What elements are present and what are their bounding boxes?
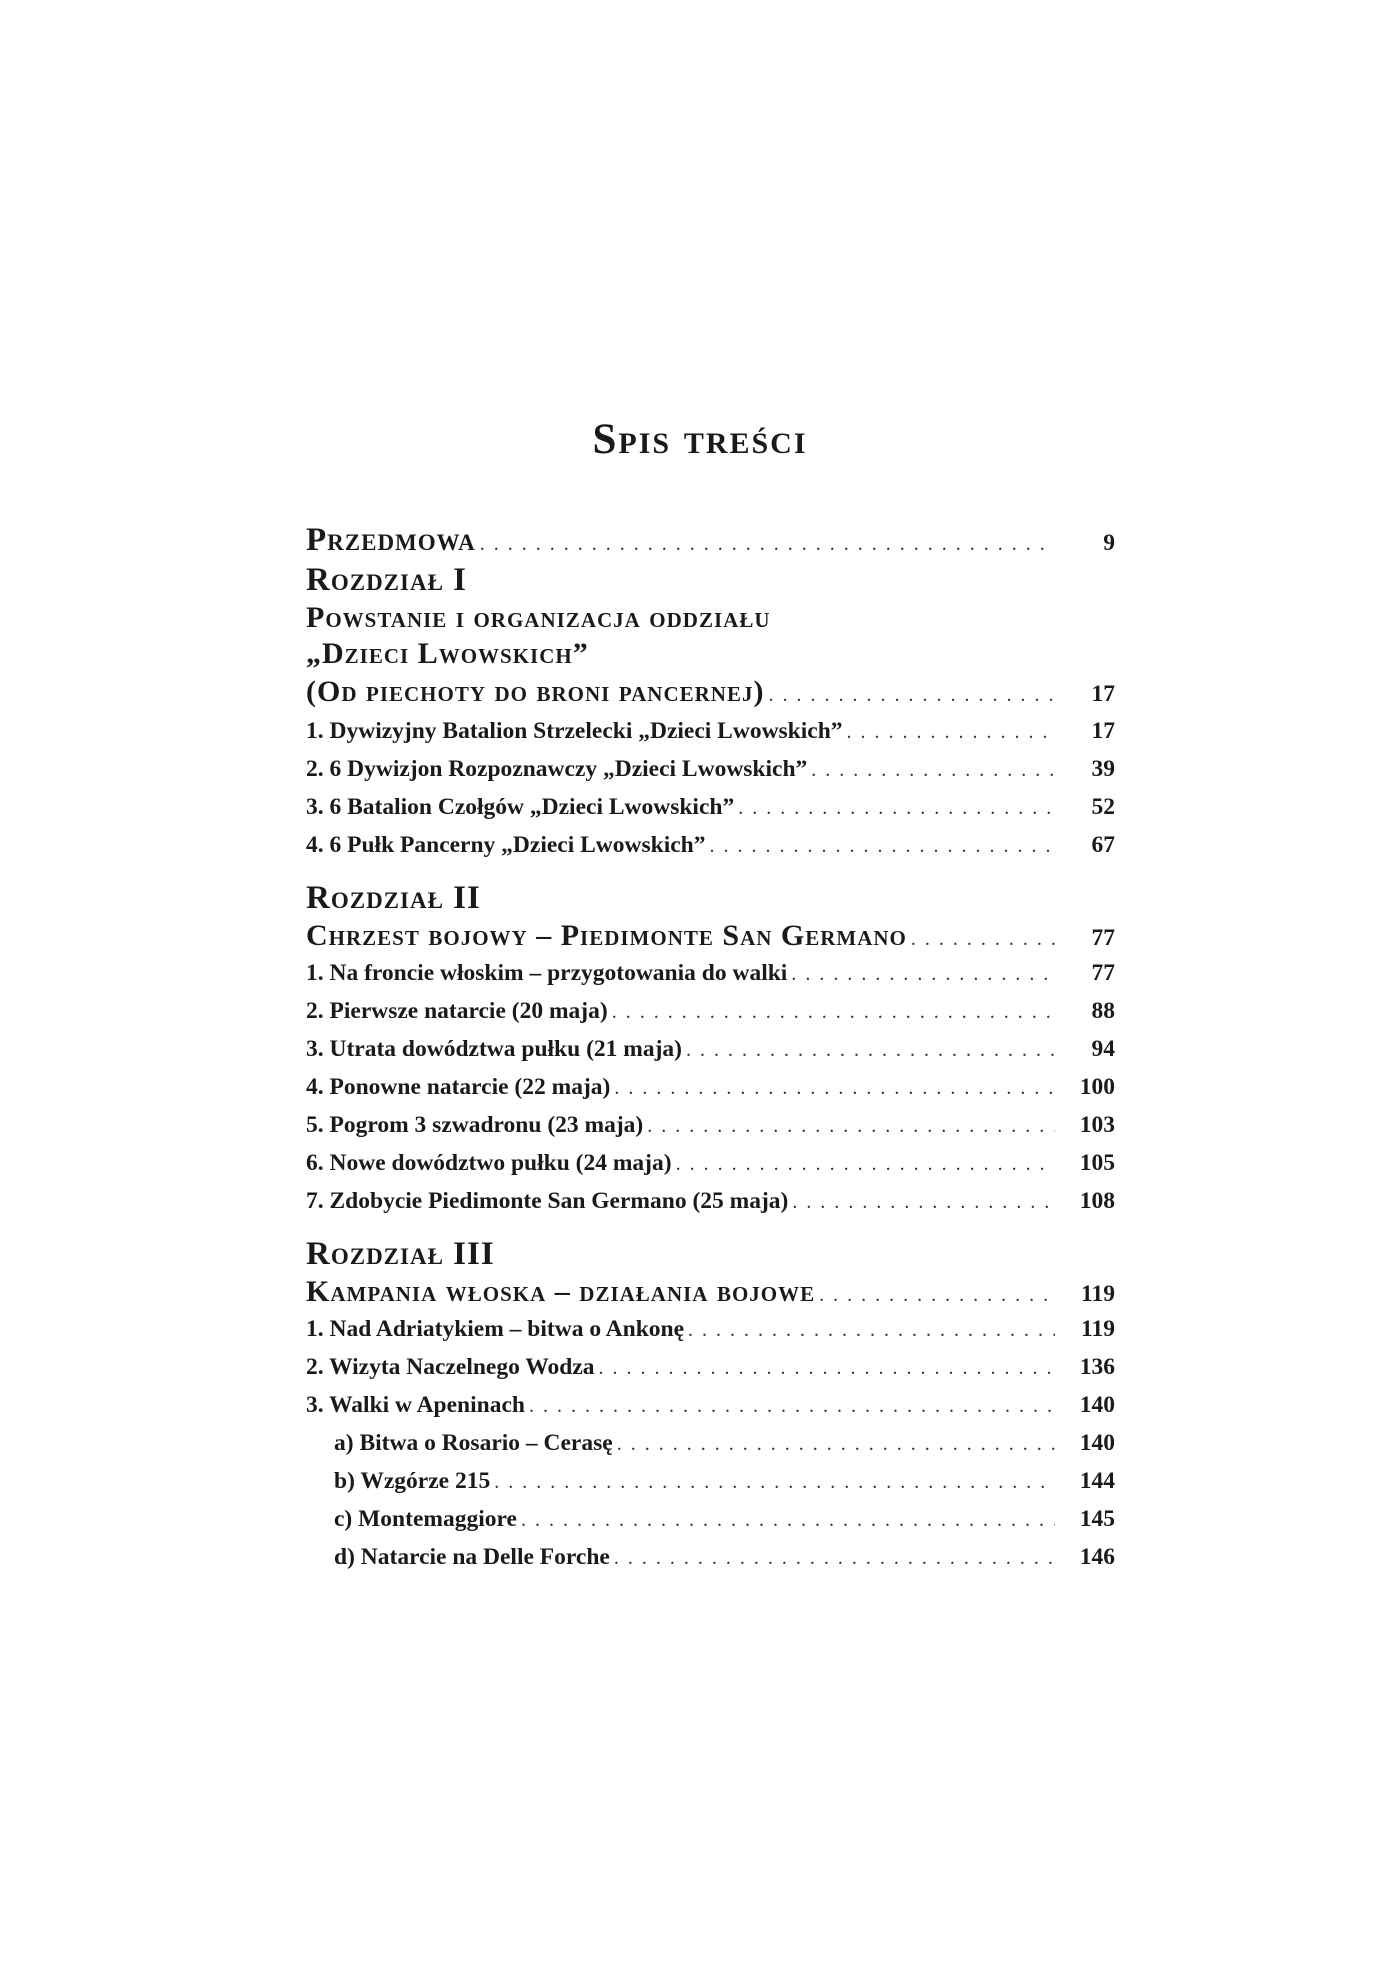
toc-page-number: 108 xyxy=(1079,1188,1115,1214)
dot-leader xyxy=(476,524,1055,564)
chapter-title: Chrzest bojowy – Piedimonte San Germano xyxy=(306,919,907,952)
chapter-number: Rozdział I xyxy=(306,562,468,598)
dot-leader xyxy=(907,921,1055,957)
toc-subentry[interactable] xyxy=(306,1538,1115,1576)
dot-leader xyxy=(608,993,1055,1031)
toc-entry-label: b) Wzgórze 215 xyxy=(334,1468,491,1494)
chapter-title: „Dzieci Lwowskich” xyxy=(306,637,589,670)
toc-subentry[interactable] xyxy=(306,1500,1115,1538)
chapter-title-line xyxy=(306,636,1115,672)
toc-entry-label: Przedmowa xyxy=(306,522,476,558)
chapter-number: Rozdział III xyxy=(306,1236,495,1272)
dot-leader xyxy=(807,751,1055,789)
toc-entry-label: 4. Ponowne natarcie (22 maja) xyxy=(306,1074,611,1100)
toc-entry-label: 7. Zdobycie Piedimonte San Germano (25 maja) xyxy=(306,1188,789,1214)
toc-entry-chapter-1[interactable] xyxy=(306,672,1115,712)
toc-page-number: 94 xyxy=(1091,1036,1115,1062)
chapter-heading-2 xyxy=(306,878,1115,918)
page-title: Spis treści xyxy=(592,416,808,463)
chapter-number: Rozdział II xyxy=(306,880,481,916)
table-of-contents xyxy=(306,520,1115,1576)
dot-leader xyxy=(490,1463,1055,1501)
toc-entry-label: 6. Nowe dowództwo pułku (24 maja) xyxy=(306,1150,672,1176)
dot-leader xyxy=(682,1031,1055,1069)
dot-leader xyxy=(787,955,1055,993)
chapter-title: (Od piechoty do broni pancernej) xyxy=(306,675,765,708)
toc-page-number: 39 xyxy=(1091,756,1115,782)
toc-page-number: 136 xyxy=(1079,1354,1115,1380)
toc-entry-label: 1. Nad Adriatykiem – bitwa o Ankonę xyxy=(306,1316,685,1342)
toc-entry-label: 1. Dywizyjny Batalion Strzelecki „Dzieci Lwowskich” xyxy=(306,718,843,744)
toc-entry[interactable] xyxy=(306,826,1115,864)
dot-leader xyxy=(610,1069,1055,1107)
toc-page-number: 77 xyxy=(1091,960,1115,986)
dot-leader xyxy=(610,1539,1055,1577)
dot-leader xyxy=(815,1277,1055,1313)
toc-page-number: 100 xyxy=(1079,1074,1115,1100)
chapter-title: Kampania włoska – działania bojowe xyxy=(306,1275,816,1308)
toc-entry[interactable] xyxy=(306,1030,1115,1068)
toc-entry-label: 3. Walki w Apeninach xyxy=(306,1392,525,1418)
toc-page-number: 103 xyxy=(1079,1112,1115,1138)
toc-entry-chapter-2[interactable] xyxy=(306,918,1115,954)
dot-leader xyxy=(706,827,1056,865)
toc-entry[interactable] xyxy=(306,1348,1115,1386)
dot-leader xyxy=(843,713,1055,751)
toc-page-number: 145 xyxy=(1079,1506,1115,1532)
chapter-heading-3 xyxy=(306,1234,1115,1274)
toc-entry[interactable] xyxy=(306,1144,1115,1182)
toc-subentry[interactable] xyxy=(306,1424,1115,1462)
toc-page-number: 119 xyxy=(1081,1316,1115,1342)
toc-entry[interactable] xyxy=(306,1386,1115,1424)
toc-entry-label: 5. Pogrom 3 szwadronu (23 maja) xyxy=(306,1112,644,1138)
toc-page-number: 140 xyxy=(1079,1392,1115,1418)
toc-entry[interactable] xyxy=(306,1068,1115,1106)
toc-entry-label: a) Bitwa o Rosario – Cerasę xyxy=(334,1430,613,1456)
chapter-title-line xyxy=(306,600,1115,636)
toc-page-number: 52 xyxy=(1091,794,1115,820)
toc-page-number: 17 xyxy=(1091,681,1115,707)
toc-page-number: 67 xyxy=(1091,832,1115,858)
toc-entry[interactable] xyxy=(306,1310,1115,1348)
toc-subentry[interactable] xyxy=(306,1462,1115,1500)
toc-page-number: 144 xyxy=(1079,1468,1115,1494)
dot-leader xyxy=(734,789,1055,827)
toc-entry[interactable] xyxy=(306,1106,1115,1144)
toc-page-number: 105 xyxy=(1079,1150,1115,1176)
toc-entry[interactable] xyxy=(306,992,1115,1030)
toc-entry-label: 2. Wizyta Naczelnego Wodza xyxy=(306,1354,595,1380)
dot-leader xyxy=(525,1387,1055,1425)
toc-page-number: 140 xyxy=(1079,1430,1115,1456)
toc-entry-chapter-3[interactable] xyxy=(306,1274,1115,1310)
toc-entry[interactable] xyxy=(306,788,1115,826)
dot-leader xyxy=(643,1107,1055,1145)
dot-leader xyxy=(672,1145,1055,1183)
toc-entry[interactable] xyxy=(306,712,1115,750)
chapter-title: Powstanie i organizacja oddziału xyxy=(306,601,771,634)
toc-entry-label: 2. 6 Dywizjon Rozpoznawczy „Dzieci Lwowskich” xyxy=(306,756,808,782)
toc-entry-label: d) Natarcie na Delle Forche xyxy=(334,1544,610,1570)
dot-leader xyxy=(595,1349,1055,1387)
toc-entry-label: 4. 6 Pułk Pancerny „Dzieci Lwowskich” xyxy=(306,832,706,858)
dot-leader xyxy=(764,675,1055,715)
toc-page-number: 77 xyxy=(1091,925,1115,951)
toc-entry-label: 3. Utrata dowództwa pułku (21 maja) xyxy=(306,1036,682,1062)
toc-page-number: 17 xyxy=(1091,718,1115,744)
toc-entry-label: 2. Pierwsze natarcie (20 maja) xyxy=(306,998,608,1024)
toc-page-number: 119 xyxy=(1081,1281,1115,1307)
dot-leader xyxy=(613,1425,1055,1463)
toc-entry-label: 3. 6 Batalion Czołgów „Dzieci Lwowskich” xyxy=(306,794,735,820)
toc-page-number: 88 xyxy=(1091,998,1115,1024)
dot-leader xyxy=(788,1183,1055,1221)
toc-entry-label: c) Montemaggiore xyxy=(334,1506,517,1532)
toc-page-number: 146 xyxy=(1079,1544,1115,1570)
dot-leader xyxy=(517,1501,1055,1539)
toc-entry-przedmowa[interactable] xyxy=(306,520,1115,560)
toc-entry-label: 1. Na froncie włoskim – przygotowania do walki xyxy=(306,960,788,986)
toc-entry[interactable] xyxy=(306,954,1115,992)
toc-entry[interactable] xyxy=(306,1182,1115,1220)
dot-leader xyxy=(684,1311,1055,1349)
toc-entry[interactable] xyxy=(306,750,1115,788)
chapter-heading-1 xyxy=(306,560,1115,600)
toc-page-number: 9 xyxy=(1103,530,1115,556)
